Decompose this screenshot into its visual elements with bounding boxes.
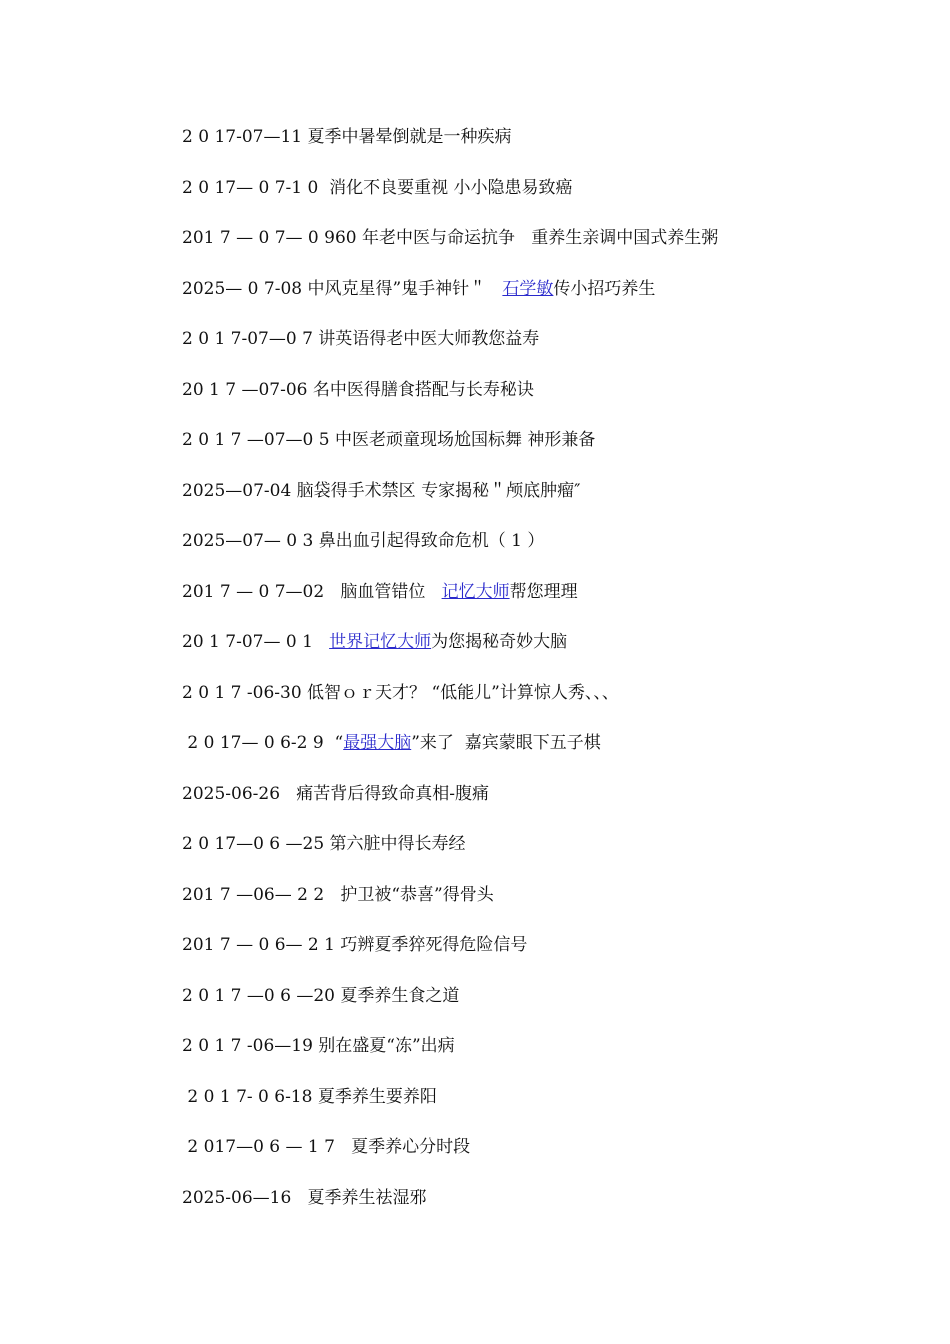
list-item: [182, 427, 882, 478]
entry-text: 2 0 17— 0 6-2 9 “: [182, 733, 344, 753]
entry-text: ”来了 嘉宾蒙眼下五子棋: [411, 733, 601, 753]
entry-text: 2 0 17-07—11 夏季中暑晕倒就是一种疾病: [182, 127, 512, 147]
entry-text: 2 0 17—0 6 —25 第六脏中得长寿经: [182, 834, 466, 854]
list-item: [182, 1134, 882, 1185]
entry-text: 2025-06—16 夏季养生祛湿邪: [182, 1187, 427, 1208]
entry-text: 201 7 — 0 7—02 脑血管错位: [182, 581, 442, 602]
list-item: [182, 831, 882, 882]
list-item: [182, 225, 882, 276]
entry-text: 传小招巧养生: [553, 278, 656, 299]
list-item: [182, 882, 882, 933]
article-link[interactable]: 石学敏: [502, 278, 554, 299]
list-item: [182, 528, 882, 579]
list-item: [182, 1185, 882, 1236]
list-item: [182, 579, 882, 630]
list-item: [182, 326, 882, 377]
list-item: [182, 730, 882, 781]
list-item: [182, 680, 882, 731]
entry-text: 201 7 — 0 6— 2 1 巧辨夏季猝死得危险信号: [182, 935, 528, 955]
article-link[interactable]: 记忆大师: [441, 581, 510, 602]
entry-text: 20 1 7-07— 0 1: [182, 632, 330, 652]
entry-text: 2 017—0 6 — 1 7 夏季养心分时段: [182, 1137, 471, 1157]
entry-text: 201 7 —06— 2 2 护卫被“恭喜”得骨头: [182, 884, 494, 905]
article-list: [182, 124, 882, 1235]
entry-text: 帮您理理: [509, 581, 578, 602]
list-item: [182, 175, 882, 226]
entry-text: 2025-06-26 痛苦背后得致命真相-腹痛: [182, 783, 489, 804]
list-item: [182, 124, 882, 175]
entry-text: 2 0 1 7 —07—0 5 中医老顽童现场尬国标舞 神形兼备: [182, 430, 596, 450]
entry-text: 201 7 — 0 7— 0 960 年老中医与命运抗争 重养生亲调中国式养生粥: [182, 228, 719, 248]
entry-text: 为您揭秘奇妙大脑: [431, 632, 568, 652]
entry-text: 2 0 1 7 —0 6 —20 夏季养生食之道: [182, 985, 460, 1006]
list-item: [182, 932, 882, 983]
list-item: [182, 1033, 882, 1084]
article-link[interactable]: 最强大脑: [343, 733, 412, 753]
entry-text: 2 0 1 7 -06—19 别在盛夏“冻”出病: [182, 1036, 455, 1056]
list-item: [182, 377, 882, 428]
entry-text: 2025—07— 0 3 鼻出血引起得致命危机（ 1 ）: [182, 531, 545, 551]
entry-text: 2 0 1 7 -06-30 低智ｏｒ天才？ “低能儿”计算惊人秀、、、: [182, 682, 619, 703]
entry-text: 2 0 1 7- 0 6-18 夏季养生要养阳: [182, 1086, 437, 1107]
entry-text: 2025—07-04 脑袋得手术禁区 专家揭秘＂颅底肿瘤″: [182, 480, 581, 501]
list-item: [182, 1084, 882, 1135]
list-item: [182, 629, 882, 680]
entry-text: 20 1 7 —07-06 名中医得膳食搭配与长寿秘诀: [182, 379, 534, 400]
list-item: [182, 478, 882, 529]
list-item: [182, 276, 882, 327]
entry-text: 2025— 0 7-08 中风克星得”鬼手神针＂: [182, 278, 503, 299]
list-item: [182, 781, 882, 832]
list-item: [182, 983, 882, 1034]
entry-text: 2 0 17— 0 7-1 0 消化不良要重视 小小隐患易致癌: [182, 177, 573, 198]
entry-text: 2 0 1 7-07—0 7 讲英语得老中医大师教您益寿: [182, 329, 540, 349]
article-link[interactable]: 世界记忆大师: [329, 632, 432, 652]
